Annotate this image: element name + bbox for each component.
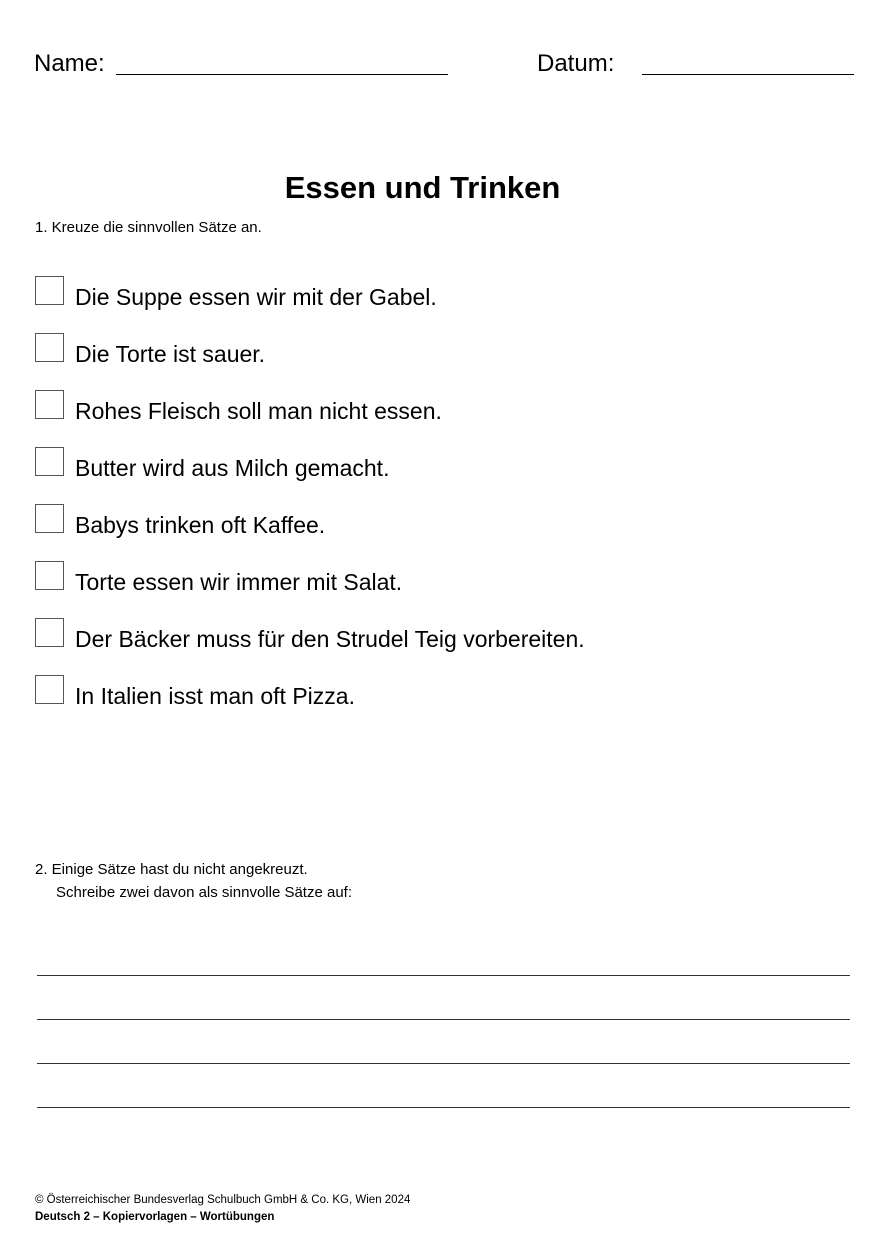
statement-checkbox[interactable] (35, 675, 64, 704)
statement-item (35, 618, 855, 675)
statement-checkbox[interactable] (35, 561, 64, 590)
statement-item (35, 561, 855, 618)
writing-line[interactable] (37, 1107, 850, 1108)
date-label: Datum: (537, 50, 615, 77)
statement-text: Torte essen wir immer mit Salat. (75, 569, 403, 595)
writing-line[interactable] (37, 1019, 850, 1020)
statement-text: Butter wird aus Milch gemacht. (75, 455, 390, 481)
name-input-line[interactable] (116, 74, 448, 75)
statement-checkbox[interactable] (35, 504, 64, 533)
statement-text: Die Suppe essen wir mit der Gabel. (75, 284, 437, 310)
statement-checkbox[interactable] (35, 390, 64, 419)
task1-instruction: 1. Kreuze die sinnvollen Sätze an. (35, 219, 262, 236)
statement-item (35, 675, 855, 732)
writing-line[interactable] (37, 975, 850, 976)
statement-item (35, 276, 855, 333)
statement-checkbox[interactable] (35, 333, 64, 362)
statement-list (35, 276, 855, 732)
statement-text: Die Torte ist sauer. (75, 341, 266, 367)
statement-item (35, 390, 855, 447)
footer-series: Deutsch 2 – Kopiervorlagen – Wortübungen (35, 1211, 275, 1223)
page-title: Essen und Trinken (284, 170, 561, 205)
statement-text: Babys trinken oft Kaffee. (75, 512, 326, 538)
task2-instruction-line1: 2. Einige Sätze hast du nicht angekreuzt. (35, 861, 308, 878)
statement-item (35, 504, 855, 561)
name-label: Name: (34, 50, 105, 77)
statement-checkbox[interactable] (35, 447, 64, 476)
writing-line[interactable] (37, 1063, 850, 1064)
footer-copyright: © Österreichischer Bundesverlag Schulbuch GmbH & Co. KG, Wien 2024 (35, 1194, 411, 1206)
task2-instruction-line2: Schreibe zwei davon als sinnvolle Sätze auf: (56, 884, 353, 901)
statement-text: In Italien isst man oft Pizza. (75, 683, 355, 709)
statement-item (35, 333, 855, 390)
statement-item (35, 447, 855, 504)
statement-checkbox[interactable] (35, 618, 64, 647)
statement-text: Der Bäcker muss für den Strudel Teig vorbereiten. (75, 626, 585, 652)
date-input-line[interactable] (642, 74, 854, 75)
statement-text: Rohes Fleisch soll man nicht essen. (75, 398, 442, 424)
statement-checkbox[interactable] (35, 276, 64, 305)
